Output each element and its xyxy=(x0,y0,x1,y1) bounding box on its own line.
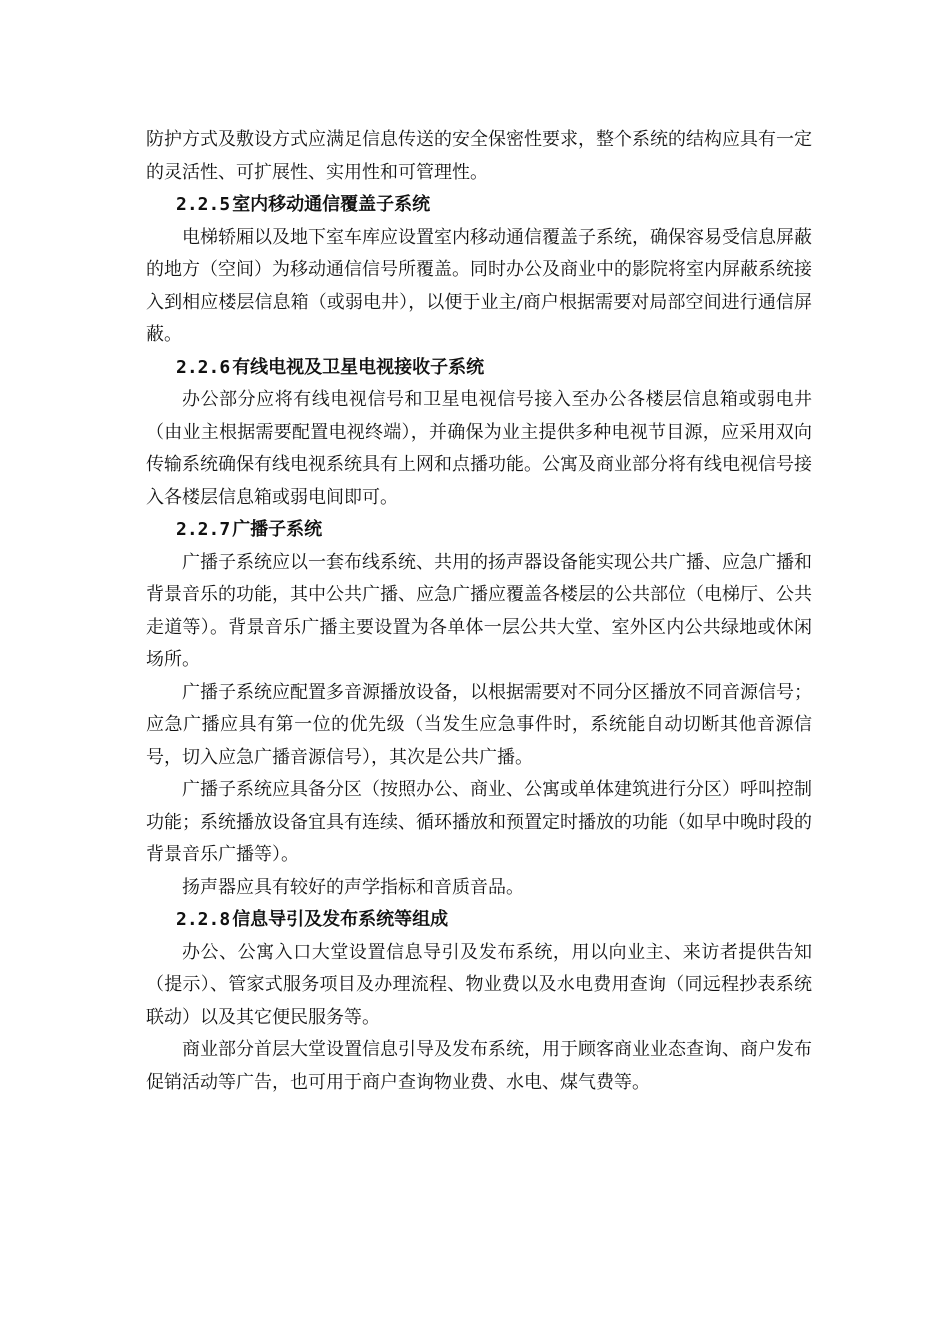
section-number: 2.2.8 xyxy=(176,909,231,930)
section-heading-2-2-6 xyxy=(146,352,812,385)
section-number: 2.2.5 xyxy=(176,194,231,215)
section-number: 2.2.7 xyxy=(176,519,231,540)
section-title: 信息导引及发布系统等组成 xyxy=(232,909,449,930)
section-title: 室内移动通信覆盖子系统 xyxy=(232,194,431,215)
paragraph: 商业部分首层大堂设置信息引导及发布系统，用于顾客商业业态查询、商户发布促销活动等广告，也可用于商户查询物业费、水电、煤气费等。 xyxy=(146,1039,812,1093)
section-title: 有线电视及卫星电视接收子系统 xyxy=(232,356,485,378)
paragraph: 办公部分应将有线电视信号和卫星电视信号接入至办公各楼层信息箱或弱电井（由业主根据需要配置电视终端），并确保为业主提供多种电视节目源，应采用双向传输系统确保有线电视系统具有上网和点播功能。公寓及商业部分将有线电视信号接入各楼层信息箱或弱电间即可。 xyxy=(146,389,812,508)
section-title: 广播子系统 xyxy=(232,519,323,540)
paragraph: 扬声器应具有较好的声学指标和音质音品。 xyxy=(182,876,524,898)
section-number: 2.2.6 xyxy=(176,356,231,378)
paragraph: 广播子系统应以一套布线系统、共用的扬声器设备能实现公共广播、应急广播和背景音乐的功能，其中公共广播、应急广播应覆盖各楼层的公共部位（电梯厅、公共走道等）。背景音乐广播主要设置为各单体一层公共大堂、室外区内公共绿地或休闲场所。 xyxy=(146,551,812,670)
paragraph: 办公、公寓入口大堂设置信息导引及发布系统，用以向业主、来访者提供告知（提示）、管家式服务项目及办理流程、物业费以及水电费用查询（同远程抄表系统联动）以及其它便民服务等。 xyxy=(146,941,812,1028)
section-heading-2-2-7 xyxy=(146,514,812,547)
section-heading-2-2-5 xyxy=(146,189,812,222)
paragraph: 防护方式及敷设方式应满足信息传送的安全保密性要求，整个系统的结构应具有一定的灵活性、可扩展性、实用性和可管理性。 xyxy=(146,129,812,183)
paragraph: 电梯轿厢以及地下室车库应设置室内移动通信覆盖子系统，确保容易受信息屏蔽的地方（空间）为移动通信信号所覆盖。同时办公及商业中的影院将室内屏蔽系统接入到相应楼层信息箱（或弱电井），以便于业主/商户根据需要对局部空间进行通信屏蔽。 xyxy=(146,226,812,345)
section-heading-2-2-8 xyxy=(146,904,812,937)
paragraph: 广播子系统应配置多音源播放设备，以根据需要对不同分区播放不同音源信号；应急广播应具有第一位的优先级（当发生应急事件时，系统能自动切断其他音源信号，切入应急广播音源信号），其次是公共广播。 xyxy=(146,681,812,768)
paragraph: 广播子系统应具备分区（按照办公、商业、公寓或单体建筑进行分区）呼叫控制功能；系统播放设备宜具有连续、循环播放和预置定时播放的功能（如早中晚时段的背景音乐广播等）。 xyxy=(146,779,812,865)
document-page xyxy=(146,124,812,1099)
